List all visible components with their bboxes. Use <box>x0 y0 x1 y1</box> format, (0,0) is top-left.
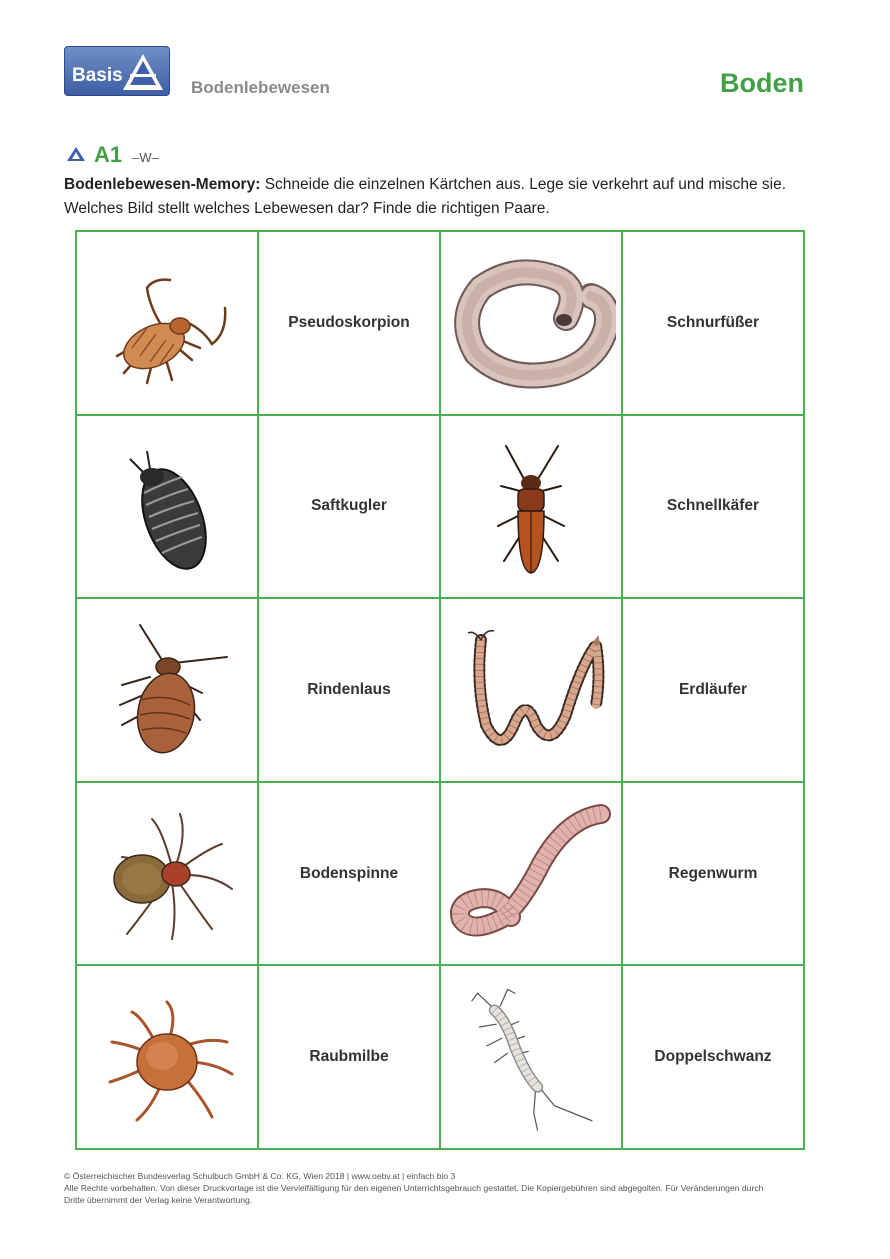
page-topic: Boden <box>720 68 804 98</box>
mountain-icon <box>121 51 165 93</box>
card-image-raubmilbe[interactable] <box>76 965 258 1149</box>
card-label-text: Saftkugler <box>311 497 387 515</box>
card-label-text: Pseudoskorpion <box>288 313 410 331</box>
card-label-schnellkaefer[interactable] <box>622 415 804 599</box>
task-title: Bodenlebewesen-Memory: <box>64 176 261 193</box>
task-tag: –W– <box>132 150 159 165</box>
task-id: A1 <box>94 142 123 167</box>
earthworm-icon <box>446 799 616 949</box>
card-label-text: Raubmilbe <box>309 1048 389 1066</box>
page-subject: Bodenlebewesen <box>191 78 330 97</box>
card-label-text: Bodenspinne <box>299 864 399 882</box>
card-image-regenwurm[interactable] <box>440 782 622 966</box>
bark-louse-icon <box>92 615 242 765</box>
task-text-line2: Welches Bild stellt welches Lebewesen dar? Finde die richtigen Paare. <box>64 200 550 217</box>
card-label-regenwurm[interactable] <box>622 782 804 966</box>
copyright-footer <box>64 1170 824 1206</box>
level-triangle-icon <box>66 146 86 162</box>
card-label-text: Schnellkäfer <box>666 497 760 515</box>
memory-card-grid <box>75 230 805 1150</box>
pill-millipede-icon <box>92 431 242 581</box>
card-image-saftkugler[interactable] <box>76 415 258 599</box>
card-label-doppelschwanz[interactable] <box>622 965 804 1149</box>
card-label-schnurfuesser[interactable] <box>622 231 804 415</box>
logo-text: Basis <box>72 65 123 86</box>
card-label-erdlaeufer[interactable] <box>622 598 804 782</box>
footer-line3: Dritte übernimmt der Verlag keine Verantwortung. <box>64 1195 253 1205</box>
two-pronged-bristletail-icon <box>446 982 616 1132</box>
card-label-rindenlaus[interactable] <box>258 598 440 782</box>
spider-icon <box>92 799 242 949</box>
predatory-mite-icon <box>92 982 242 1132</box>
footer-line1: © Österreichischer Bundesverlag Schulbuch GmbH & Co. KG, Wien 2018 | www.oebv.at | einfach bio 3 <box>64 1171 456 1181</box>
card-label-text: Regenwurm <box>668 864 758 882</box>
card-image-pseudoskorpion[interactable] <box>76 231 258 415</box>
card-label-text: Rindenlaus <box>307 680 391 698</box>
card-label-text: Doppelschwanz <box>654 1048 772 1066</box>
task-heading <box>66 142 159 168</box>
card-image-bodenspinne[interactable] <box>76 782 258 966</box>
card-label-pseudoskorpion[interactable] <box>258 231 440 415</box>
click-beetle-icon <box>456 431 606 581</box>
card-label-bodenspinne[interactable] <box>258 782 440 966</box>
card-image-schnurfuesser[interactable] <box>440 231 622 415</box>
footer-line2: Alle Rechte vorbehalten. Von dieser Druckvorlage ist die Vervielfältigung für den eigenen Unterrichtsgebrauch gestattet. Die Kopiergebühren sind abgegolten. Für Veränderungen durch <box>64 1183 764 1193</box>
card-image-erdlaeufer[interactable] <box>440 598 622 782</box>
card-image-doppelschwanz[interactable] <box>440 965 622 1149</box>
task-instructions <box>64 173 834 221</box>
card-image-schnellkaefer[interactable] <box>440 415 622 599</box>
card-label-text: Schnurfüßer <box>666 313 760 331</box>
card-label-saftkugler[interactable] <box>258 415 440 599</box>
millipede-icon <box>446 248 616 398</box>
card-label-raubmilbe[interactable] <box>258 965 440 1149</box>
card-image-rindenlaus[interactable] <box>76 598 258 782</box>
task-text-line1: Schneide die einzelnen Kärtchen aus. Lege sie verkehrt auf und mische sie. <box>264 176 786 193</box>
centipede-icon <box>456 615 606 765</box>
pseudoscorpion-icon <box>92 248 242 398</box>
basis-logo <box>64 46 170 96</box>
card-label-text: Erdläufer <box>678 680 748 698</box>
